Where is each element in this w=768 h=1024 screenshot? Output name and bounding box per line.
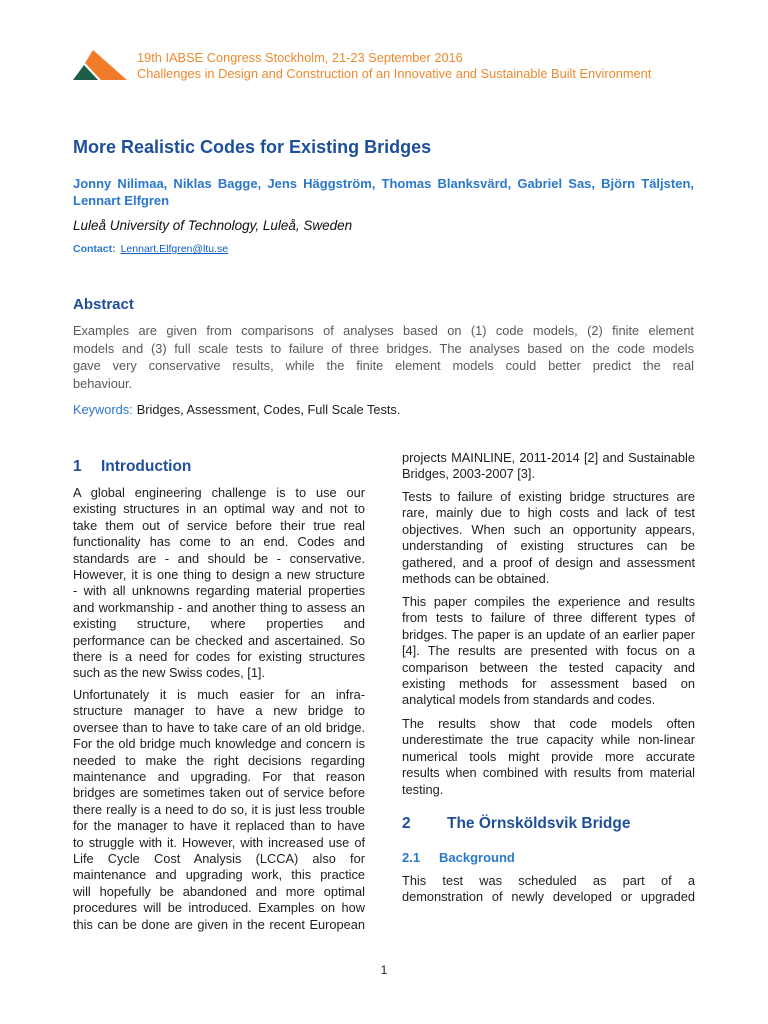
- text-line: - with all unknowns regarding material properties: [73, 583, 365, 599]
- intro-paragraph-5: [402, 716, 695, 798]
- text-line: existing structure, where properties and: [73, 616, 365, 632]
- section-title: Introduction: [101, 458, 192, 475]
- text-line: testing.: [402, 781, 444, 797]
- intro-paragraph-3: [402, 489, 695, 587]
- text-line: numerical tools might provide more accurate: [402, 748, 695, 764]
- text-line: needed to make the right decisions regarding: [73, 752, 365, 768]
- author-line: Lennart Elfgren: [73, 193, 170, 208]
- page-number: 1: [380, 963, 388, 977]
- text-line: gave very conservative results, while the finite element models could better predict the real: [73, 358, 694, 374]
- intro-paragraph-4: [402, 594, 695, 709]
- text-line: Bridges, 2003-2007 [3].: [402, 466, 536, 482]
- affiliation: Luleå University of Technology, Luleå, Sweden: [73, 218, 353, 233]
- text-line: Unfortunately it is much easier for an infra-: [73, 687, 365, 702]
- text-line: maintenance and upgrading work, this practice: [73, 867, 365, 883]
- text-line: from tests to failure of three different types of: [402, 610, 695, 626]
- intro-paragraph-2: [73, 687, 365, 933]
- text-line: performance can be checked and ascertained. So: [73, 632, 365, 648]
- text-line: procedures will be introduced. Examples on how: [73, 900, 365, 916]
- text-line: existing methods for assessment based on: [402, 676, 695, 692]
- text-line: there is a need for codes for existing structures: [73, 649, 365, 665]
- text-line: comparison between the tested capacity and: [402, 659, 695, 675]
- text-line: For the old bridge much knowledge and concern is: [73, 736, 365, 752]
- author-list: [73, 175, 694, 209]
- text-line: analytical models from standards and codes.: [402, 692, 656, 708]
- text-line: projects MAINLINE, 2011-2014 [2] and Sustainable: [402, 450, 695, 465]
- text-line: Tests to failure of existing bridge structures are: [402, 489, 695, 504]
- contact-email-link[interactable]: Lennart.Elfgren@ltu.se: [120, 243, 229, 255]
- iabse-logo: [72, 49, 128, 82]
- text-line: A global engineering challenge is to use our: [73, 485, 365, 500]
- text-line: methods can be obtained.: [402, 571, 550, 587]
- intro-paragraph-1: [73, 485, 365, 682]
- text-line: rare, mainly due to high costs and lack of test: [402, 505, 695, 521]
- keywords-text: Bridges, Assessment, Codes, Full Scale Tests.: [136, 402, 401, 417]
- text-line: behaviour.: [73, 376, 133, 392]
- section-number: 2: [402, 815, 411, 832]
- section-title: The Örnsköldsvik Bridge: [447, 815, 631, 832]
- text-line: standards are - and should be - conservative.: [73, 550, 365, 566]
- text-line: However, it is one thing to design a new structure: [73, 567, 365, 583]
- text-line: there really is a need to do so, it is just less trouble: [73, 801, 365, 817]
- intro-paragraph-2-continued: [402, 450, 695, 483]
- text-line: such as the new Swiss codes, [1].: [73, 665, 266, 681]
- text-line: to struggle with it. However, with increased use of: [73, 834, 365, 850]
- contact-line: [73, 242, 228, 256]
- subsection-number: 2.1: [402, 850, 421, 865]
- text-line: models and (3) full scale tests to failure of three bridges. The analyses based on the code models: [73, 340, 694, 356]
- text-line: oversee than to have to take care of an old bridge.: [73, 719, 365, 735]
- congress-name: 19th IABSE Congress Stockholm, 21-23 September 2016: [137, 50, 463, 65]
- text-line: underestimate the true capacity while non-linear: [402, 732, 695, 748]
- section-number: 1: [73, 458, 82, 475]
- text-line: demonstration of newly developed or upgraded: [402, 889, 695, 905]
- text-line: results when combined with results from material: [402, 765, 695, 781]
- text-line: Examples are given from comparisons of analyses based on (1) code models, (2) finite element: [73, 323, 694, 338]
- subsection-title: Background: [439, 850, 515, 865]
- text-line: will hopefully be abandoned and more optimal: [73, 883, 365, 899]
- text-line: functionality has come to an end. Codes and: [73, 534, 365, 550]
- text-line: bridges. The paper is an update of an earlier paper: [402, 626, 695, 642]
- abstract-paragraph: [73, 322, 694, 393]
- text-line: structure manager to have a new bridge to: [73, 703, 365, 719]
- text-line: and workmanship - and another thing to assess an: [73, 599, 365, 615]
- text-line: bridges are sometimes taken out of service before: [73, 785, 365, 801]
- text-line: gathered, and a proof of design and assessment: [402, 554, 695, 570]
- contact-label: Contact:: [73, 243, 116, 255]
- keywords-label: Keywords:: [73, 402, 133, 417]
- text-line: This paper compiles the experience and results: [402, 594, 695, 609]
- text-line: Life Cycle Cost Analysis (LCCA) also for: [73, 851, 365, 867]
- abstract-heading: Abstract: [73, 296, 134, 313]
- text-line: understanding of existing structures can be: [402, 538, 695, 554]
- background-paragraph: [402, 873, 695, 906]
- text-line: maintenance and upgrading. For that reason: [73, 769, 365, 785]
- text-line: This test was scheduled as part of a: [402, 873, 695, 888]
- text-line: objectives. When such an opportunity appears,: [402, 521, 695, 537]
- text-line: [4]. The results are presented with focus on a: [402, 643, 695, 659]
- author-line: Jonny Nilimaa, Niklas Bagge, Jens Häggström, Thomas Blanksvärd, Gabriel Sas, Björn Täljsten,: [73, 176, 694, 191]
- congress-theme: Challenges in Design and Construction of an Innovative and Sustainable Built Environment: [137, 66, 652, 81]
- text-line: for the manager to have it replaced than to have: [73, 818, 365, 834]
- paper-title: More Realistic Codes for Existing Bridges: [73, 137, 432, 157]
- text-line: take them out of service before their true real: [73, 517, 365, 533]
- section-heading-ornskoldsvik-bridge: [402, 814, 630, 834]
- keywords-line: [73, 401, 400, 419]
- subsection-heading-background: [402, 849, 515, 866]
- text-line: this can be done are given in the recent European: [73, 916, 365, 932]
- section-heading-introduction: [73, 457, 191, 477]
- text-line: existing structures in an optimal way and not to: [73, 501, 365, 517]
- text-line: The results show that code models often: [402, 716, 695, 731]
